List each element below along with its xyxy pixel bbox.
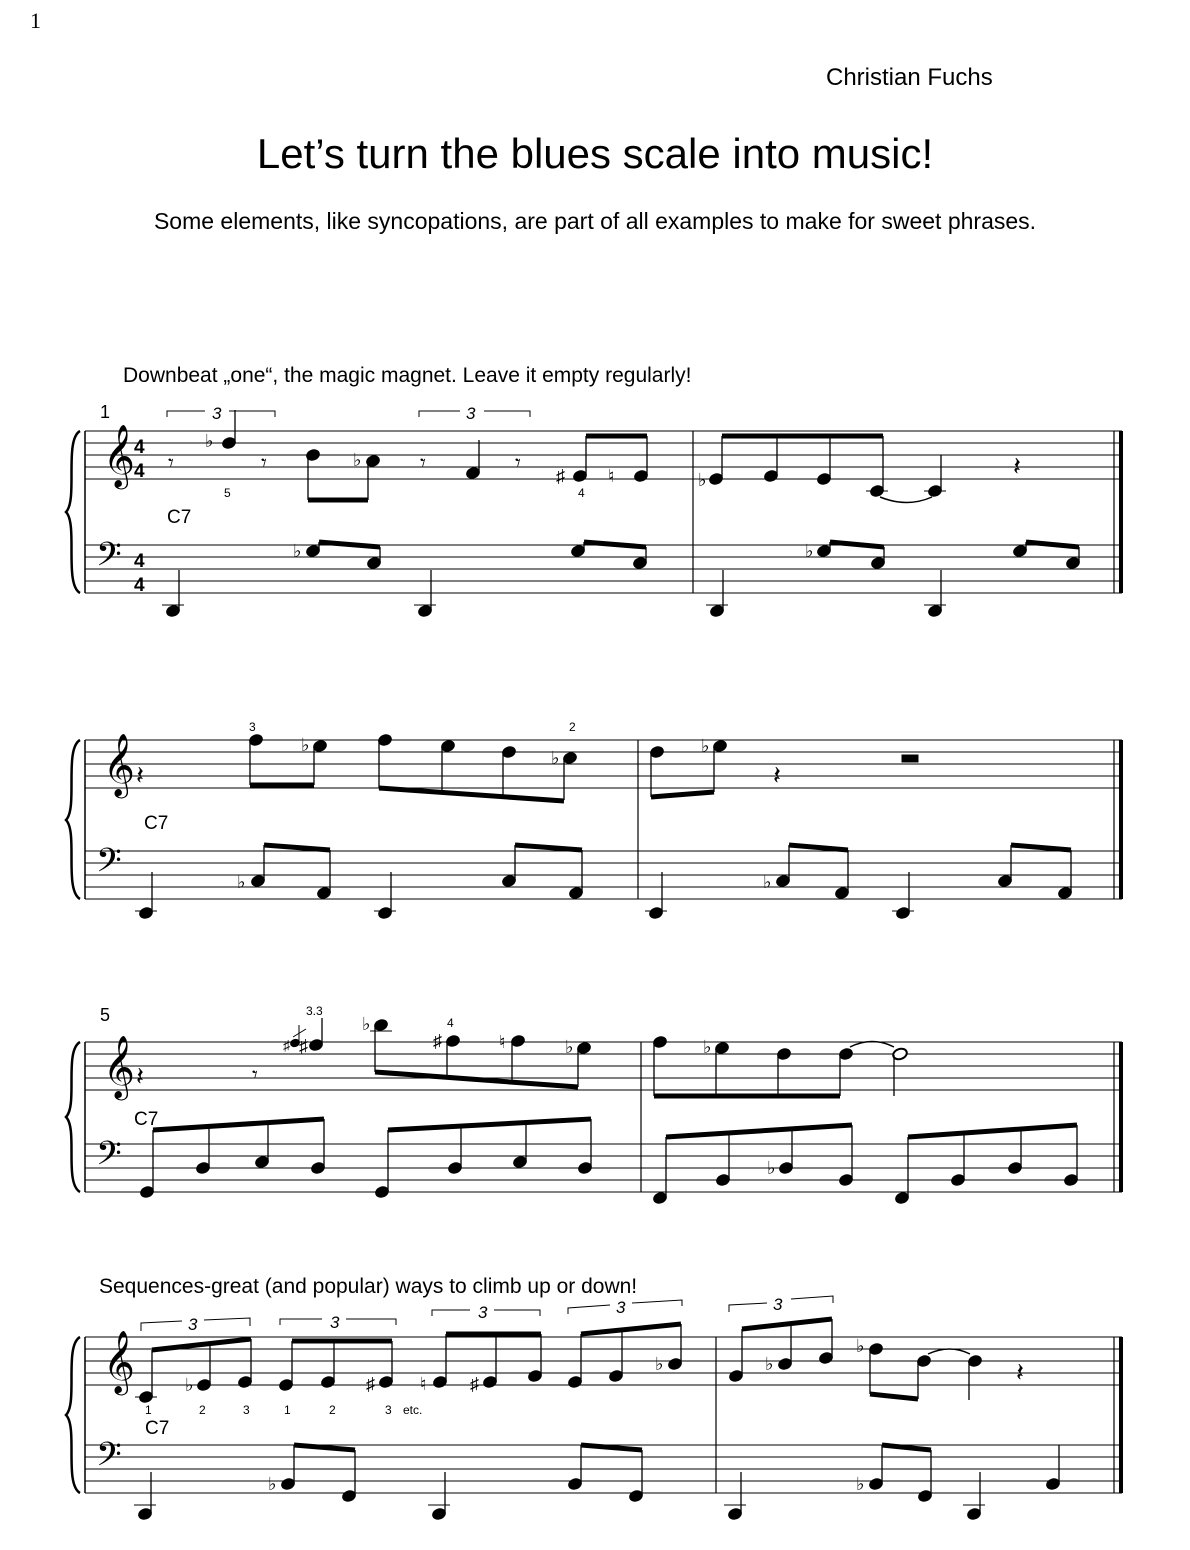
svg-text:5: 5 [224,486,231,500]
svg-text:♭: ♭ [362,1014,371,1034]
system-4-bass-staff [85,1445,1122,1493]
chord-symbol: C7 [167,507,192,528]
chord-symbol: C7 [145,1418,170,1439]
svg-text:𝄾: 𝄾 [515,450,521,475]
page-number: 1 [30,8,41,33]
svg-text:♭: ♭ [856,1474,865,1494]
svg-text:etc.: etc. [403,1403,423,1417]
treble-notes [136,720,918,801]
system-3 [66,1004,1122,1205]
svg-text:1: 1 [145,1403,152,1417]
tuplet-bracket [141,1315,250,1334]
system-4-caption: Sequences-great (and popular) ways to climb up or down! [99,1275,638,1298]
svg-text:♯: ♯ [283,1037,290,1053]
svg-text:♭: ♭ [655,1354,664,1374]
treble-clef-icon: 𝄞 [103,1037,135,1097]
svg-text:4: 4 [134,437,145,458]
svg-text:♭: ♭ [237,872,246,892]
svg-text:4: 4 [578,486,585,500]
measure-number: 1 [100,402,111,422]
svg-text:3: 3 [330,1313,340,1332]
svg-text:𝄾: 𝄾 [252,1062,258,1087]
svg-text:4: 4 [134,551,145,572]
svg-text:♭: ♭ [701,736,710,756]
bass-notes [162,541,1081,618]
system-2 [66,720,1122,920]
tuplet-bracket [167,404,275,423]
svg-text:3: 3 [188,1315,198,1334]
eighth-rest-icon: 𝄾 [261,450,267,475]
svg-text:2: 2 [199,1403,206,1417]
chord-symbol: C7 [134,1109,159,1130]
bass-clef-icon: 𝄢 [96,537,122,581]
svg-text:𝄽: 𝄽 [773,760,781,790]
svg-text:♭: ♭ [353,450,362,470]
bass-clef-icon: 𝄢 [96,843,122,887]
svg-text:4: 4 [447,1016,454,1030]
tuplet-bracket [729,1295,833,1314]
tie [880,497,932,503]
svg-text:3: 3 [466,404,476,423]
treble-clef-icon: 𝄞 [103,1332,135,1392]
system-1 [66,402,1122,618]
system-3-bass-staff [85,1144,1122,1192]
tuplet-bracket [432,1303,540,1322]
svg-text:3: 3 [773,1295,783,1314]
svg-text:2: 2 [569,720,576,734]
svg-text:♭: ♭ [763,872,772,892]
svg-text:♯: ♯ [470,1374,479,1394]
svg-text:♯: ♯ [366,1374,375,1394]
treble-notes [168,410,1021,503]
svg-text:1: 1 [284,1403,291,1417]
svg-text:3: 3 [243,1403,250,1417]
chord-symbol: C7 [144,813,169,834]
svg-text:3: 3 [212,404,222,423]
svg-text:♭: ♭ [268,1474,277,1494]
svg-text:4: 4 [134,575,145,596]
svg-text:♯: ♯ [433,1031,442,1051]
svg-text:𝄽: 𝄽 [136,760,144,790]
sharp-icon: ♯ [556,466,565,486]
treble-clef-icon: 𝄞 [103,735,135,795]
system-4-treble-staff [85,1337,1122,1385]
svg-text:3: 3 [249,720,256,734]
svg-text:♭: ♭ [301,735,310,755]
svg-text:♮: ♮ [499,1032,506,1052]
bass-clef-icon: 𝄢 [96,1136,122,1180]
svg-text:♮: ♮ [420,1374,427,1394]
measure-number: 5 [100,1005,111,1025]
bass-notes [135,845,1073,920]
treble-notes [136,1004,908,1096]
svg-text:♭: ♭ [805,541,814,561]
time-signature [134,437,145,596]
svg-text:𝄽: 𝄽 [136,1061,144,1091]
svg-text:3: 3 [478,1303,488,1322]
bass-notes [134,1445,1061,1521]
eighth-rest-icon: 𝄾 [168,450,174,475]
system-1-bass-staff [85,545,1122,593]
system-4 [66,1295,1122,1521]
brace [66,1042,80,1192]
brace [66,431,80,593]
svg-text:♭: ♭ [565,1037,574,1057]
svg-text:♭: ♭ [703,1037,712,1057]
svg-text:3: 3 [616,1298,626,1317]
svg-text:𝄽: 𝄽 [1016,1357,1024,1387]
system-2-treble-staff [85,740,1122,788]
natural-icon: ♮ [608,466,615,486]
svg-text:♭: ♭ [765,1354,774,1374]
tuplet-bracket [280,1313,396,1332]
svg-text:3: 3 [385,1403,392,1417]
flat-icon: ♭ [205,431,214,451]
treble-clef-icon: 𝄞 [103,426,135,486]
svg-text:𝄾: 𝄾 [420,450,426,475]
bass-clef-icon: 𝄢 [96,1437,122,1481]
svg-text:3.3: 3.3 [306,1004,323,1018]
composer-name: Christian Fuchs [826,64,993,91]
svg-text:♭: ♭ [856,1336,865,1356]
tuplet-bracket [419,404,530,423]
svg-text:♭: ♭ [698,470,707,490]
svg-text:♯: ♯ [299,1036,308,1056]
svg-text:♭: ♭ [767,1158,776,1178]
brace [66,1337,80,1493]
system-3-treble-staff [85,1042,1122,1090]
tuplet-bracket [568,1298,682,1317]
system-1-caption: Downbeat „one“, the magic magnet. Leave it empty regularly! [123,364,692,387]
svg-text:4: 4 [134,461,145,482]
fingering-row [145,1403,422,1417]
svg-text:♭: ♭ [185,1375,194,1395]
svg-text:♭: ♭ [551,748,560,768]
page-title: Let’s turn the blues scale into music! [256,130,934,177]
brace [66,740,80,899]
svg-text:2: 2 [329,1403,336,1417]
svg-text:♭: ♭ [293,541,302,561]
half-rest-icon [902,755,918,762]
quarter-rest-icon: 𝄽 [1013,451,1021,481]
page-subtitle: Some elements, like syncopations, are part of all examples to make for sweet phrases. [153,208,1037,234]
